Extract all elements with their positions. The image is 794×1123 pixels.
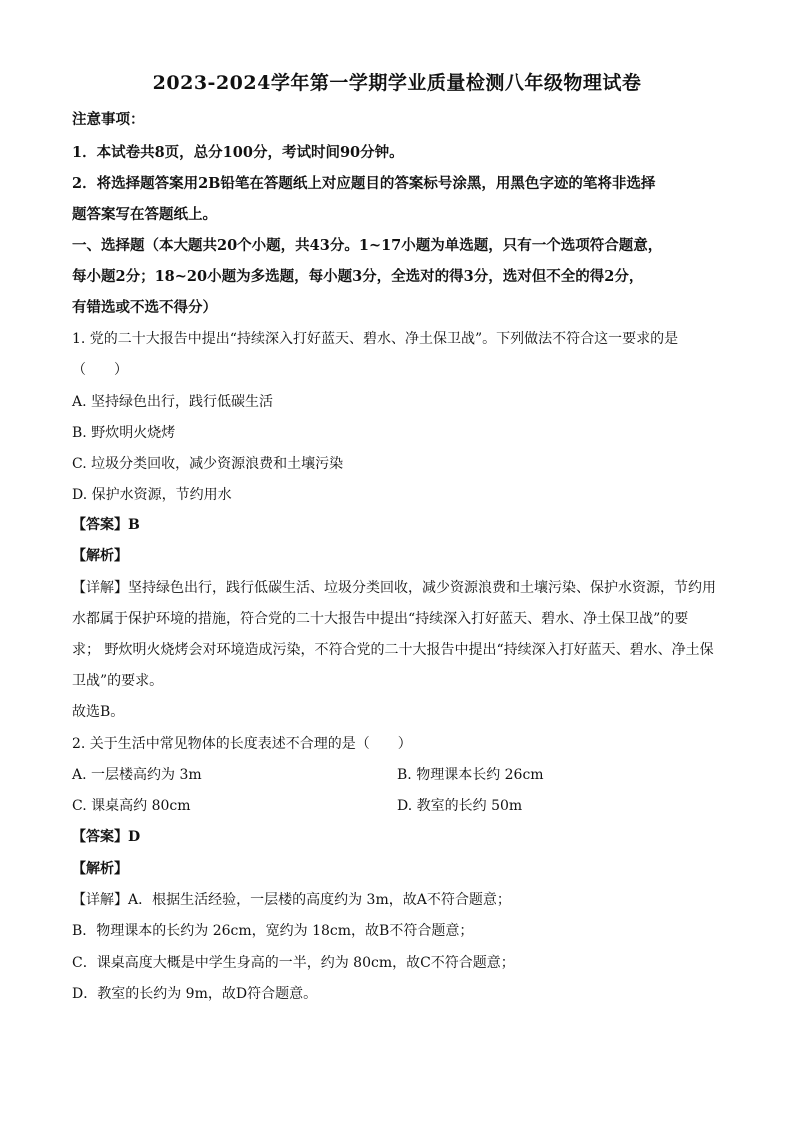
q1-detail-line-4: 卫战”的要求。 xyxy=(72,673,164,689)
q1-analysis-label: 【解析】 xyxy=(72,548,128,564)
q1-stem-line-1: 1. 党的二十大报告中提出“持续深入打好蓝天、碧水、净土保卫战”。下列做法不符合这一要求的是 xyxy=(72,331,679,347)
notice-item-2-line-2: 题答案写在答题纸上。 xyxy=(72,206,217,223)
q1-answer: 【答案】B xyxy=(72,517,140,533)
q1-detail-line-3: 求； 野炊明火烧烤会对环境造成污染，不符合党的二十大报告中提出“持续深入打好蓝天、碧水、净土保 xyxy=(72,642,714,658)
q1-option-a: A. 坚持绿色出行，践行低碳生活 xyxy=(72,394,274,410)
q2-detail-line-4: D．教室的长约为 9m，故D符合题意。 xyxy=(72,986,318,1002)
q2-detail-line-1: 【详解】A．根据生活经验，一层楼的高度约为 3m，故A不符合题意； xyxy=(72,892,511,908)
q2-analysis-label: 【解析】 xyxy=(72,861,128,877)
q1-detail-line-2: 水都属于保护环境的措施，符合党的二十大报告中提出“持续深入打好蓝天、碧水、净土保卫战”的要 xyxy=(72,611,689,627)
section-1-line-1: 一、选择题（本大题共20个小题，共43分。1~17小题为单选题，只有一个选项符合题意， xyxy=(72,237,663,254)
notice-heading: 注意事项： xyxy=(72,111,145,128)
q2-detail-line-2: B．物理课本的长约为 26cm，宽约为 18cm，故B不符合题意； xyxy=(72,923,474,939)
page-title: 2023-2024学年第一学期学业质量检测八年级物理试卷 xyxy=(152,72,642,94)
q2-stem: 2. 关于生活中常见物体的长度表述不合理的是（ ） xyxy=(72,736,412,752)
notice-item-1: 1．本试卷共8页，总分100分，考试时间90分钟。 xyxy=(72,144,404,161)
notice-item-2-line-1: 2．将选择题答案用2B铅笔在答题纸上对应题目的答案标号涂黑，用黑色字迹的笔将非选择 xyxy=(72,175,656,192)
q1-conclusion: 故选B。 xyxy=(72,704,125,720)
q2-detail-line-3: C．课桌高度大概是中学生身高的一半，约为 80cm，故C不符合题意； xyxy=(72,955,515,971)
q1-detail-line-1: 【详解】坚持绿色出行，践行低碳生活、垃圾分类回收，减少资源浪费和土壤污染、保护水资源，节约用 xyxy=(72,580,716,596)
section-1-line-3: 有错选或不选不得分） xyxy=(72,299,217,316)
q2-option-c: C. 课桌高约 80cm xyxy=(72,798,191,814)
q2-answer: 【答案】D xyxy=(72,829,141,845)
q1-option-d: D. 保护水资源，节约用水 xyxy=(72,487,232,503)
q2-option-a: A. 一层楼高约为 3m xyxy=(72,767,202,783)
q1-stem-line-2: （ ） xyxy=(72,362,128,378)
q1-option-c: C. 垃圾分类回收，减少资源浪费和土壤污染 xyxy=(72,456,344,472)
q1-option-b: B. 野炊明火烧烤 xyxy=(72,425,176,441)
section-1-line-2: 每小题2分；18~20小题为多选题，每小题3分，全选对的得3分，选对但不全的得2分， xyxy=(72,268,644,285)
q2-option-b: B. 物理课本长约 26cm xyxy=(397,767,544,783)
q2-option-d: D. 教室的长约 50m xyxy=(397,798,523,814)
